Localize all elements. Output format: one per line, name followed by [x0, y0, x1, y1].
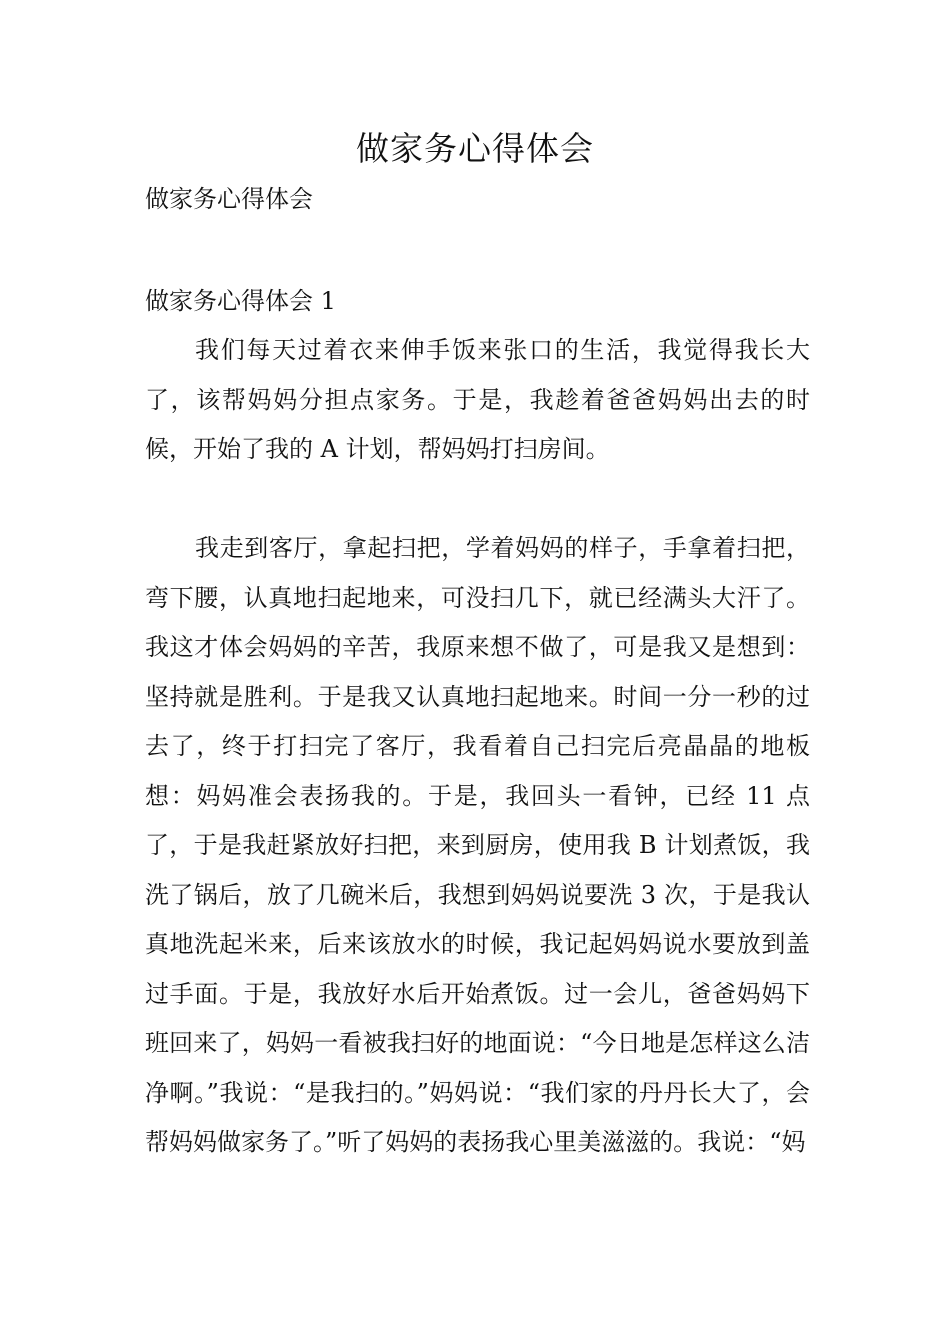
section-heading: 做家务心得体会 1 [145, 287, 336, 315]
document-subtitle: 做家务心得体会 [145, 185, 313, 213]
paragraph-1: 我们每天过着衣来伸手饭来张口的生活，我觉得我长大了，该帮妈妈分担点家务。于是，我趁着爸爸妈妈出去的时候，开始了我的 A 计划，帮妈妈打扫房间。 [145, 336, 810, 463]
document-title: 做家务心得体会 [356, 129, 594, 168]
paragraph-2: 我走到客厅，拿起扫把，学着妈妈的样子，手拿着扫把，弯下腰，认真地扫起地来，可没扫几下，就已经满头大汗了。我这才体会妈妈的辛苦，我原来想不做了，可是我又是想到：坚持就是胜利。于是我又认真地扫起地来。时间一分一秒的过去了，终于打扫完了客厅，我看着自己扫完后亮晶晶的地板想：妈妈准会表扬我的。于是，我回头一看钟，已经 11 点了，于是我赶紧放好扫把，来到厨房，使用我 B 计划煮饭，我洗了锅后，放了几碗米后，我想到妈妈说要洗 3 次，于是我认真地洗起米来，后来该放水的时候，我记起妈妈说水要放到盖过手面。于是，我放好水后开始煮饭。过一会儿，爸爸妈妈下班回来了，妈妈一看被我扫好的地面说：“今日地是怎样这么洁净啊。”我说：“是我扫的。”妈妈说：“我们家的丹丹长大了，会帮妈妈做家务了。”听了妈妈的表扬我心里美滋滋的。我说：“妈 [145, 534, 810, 1156]
